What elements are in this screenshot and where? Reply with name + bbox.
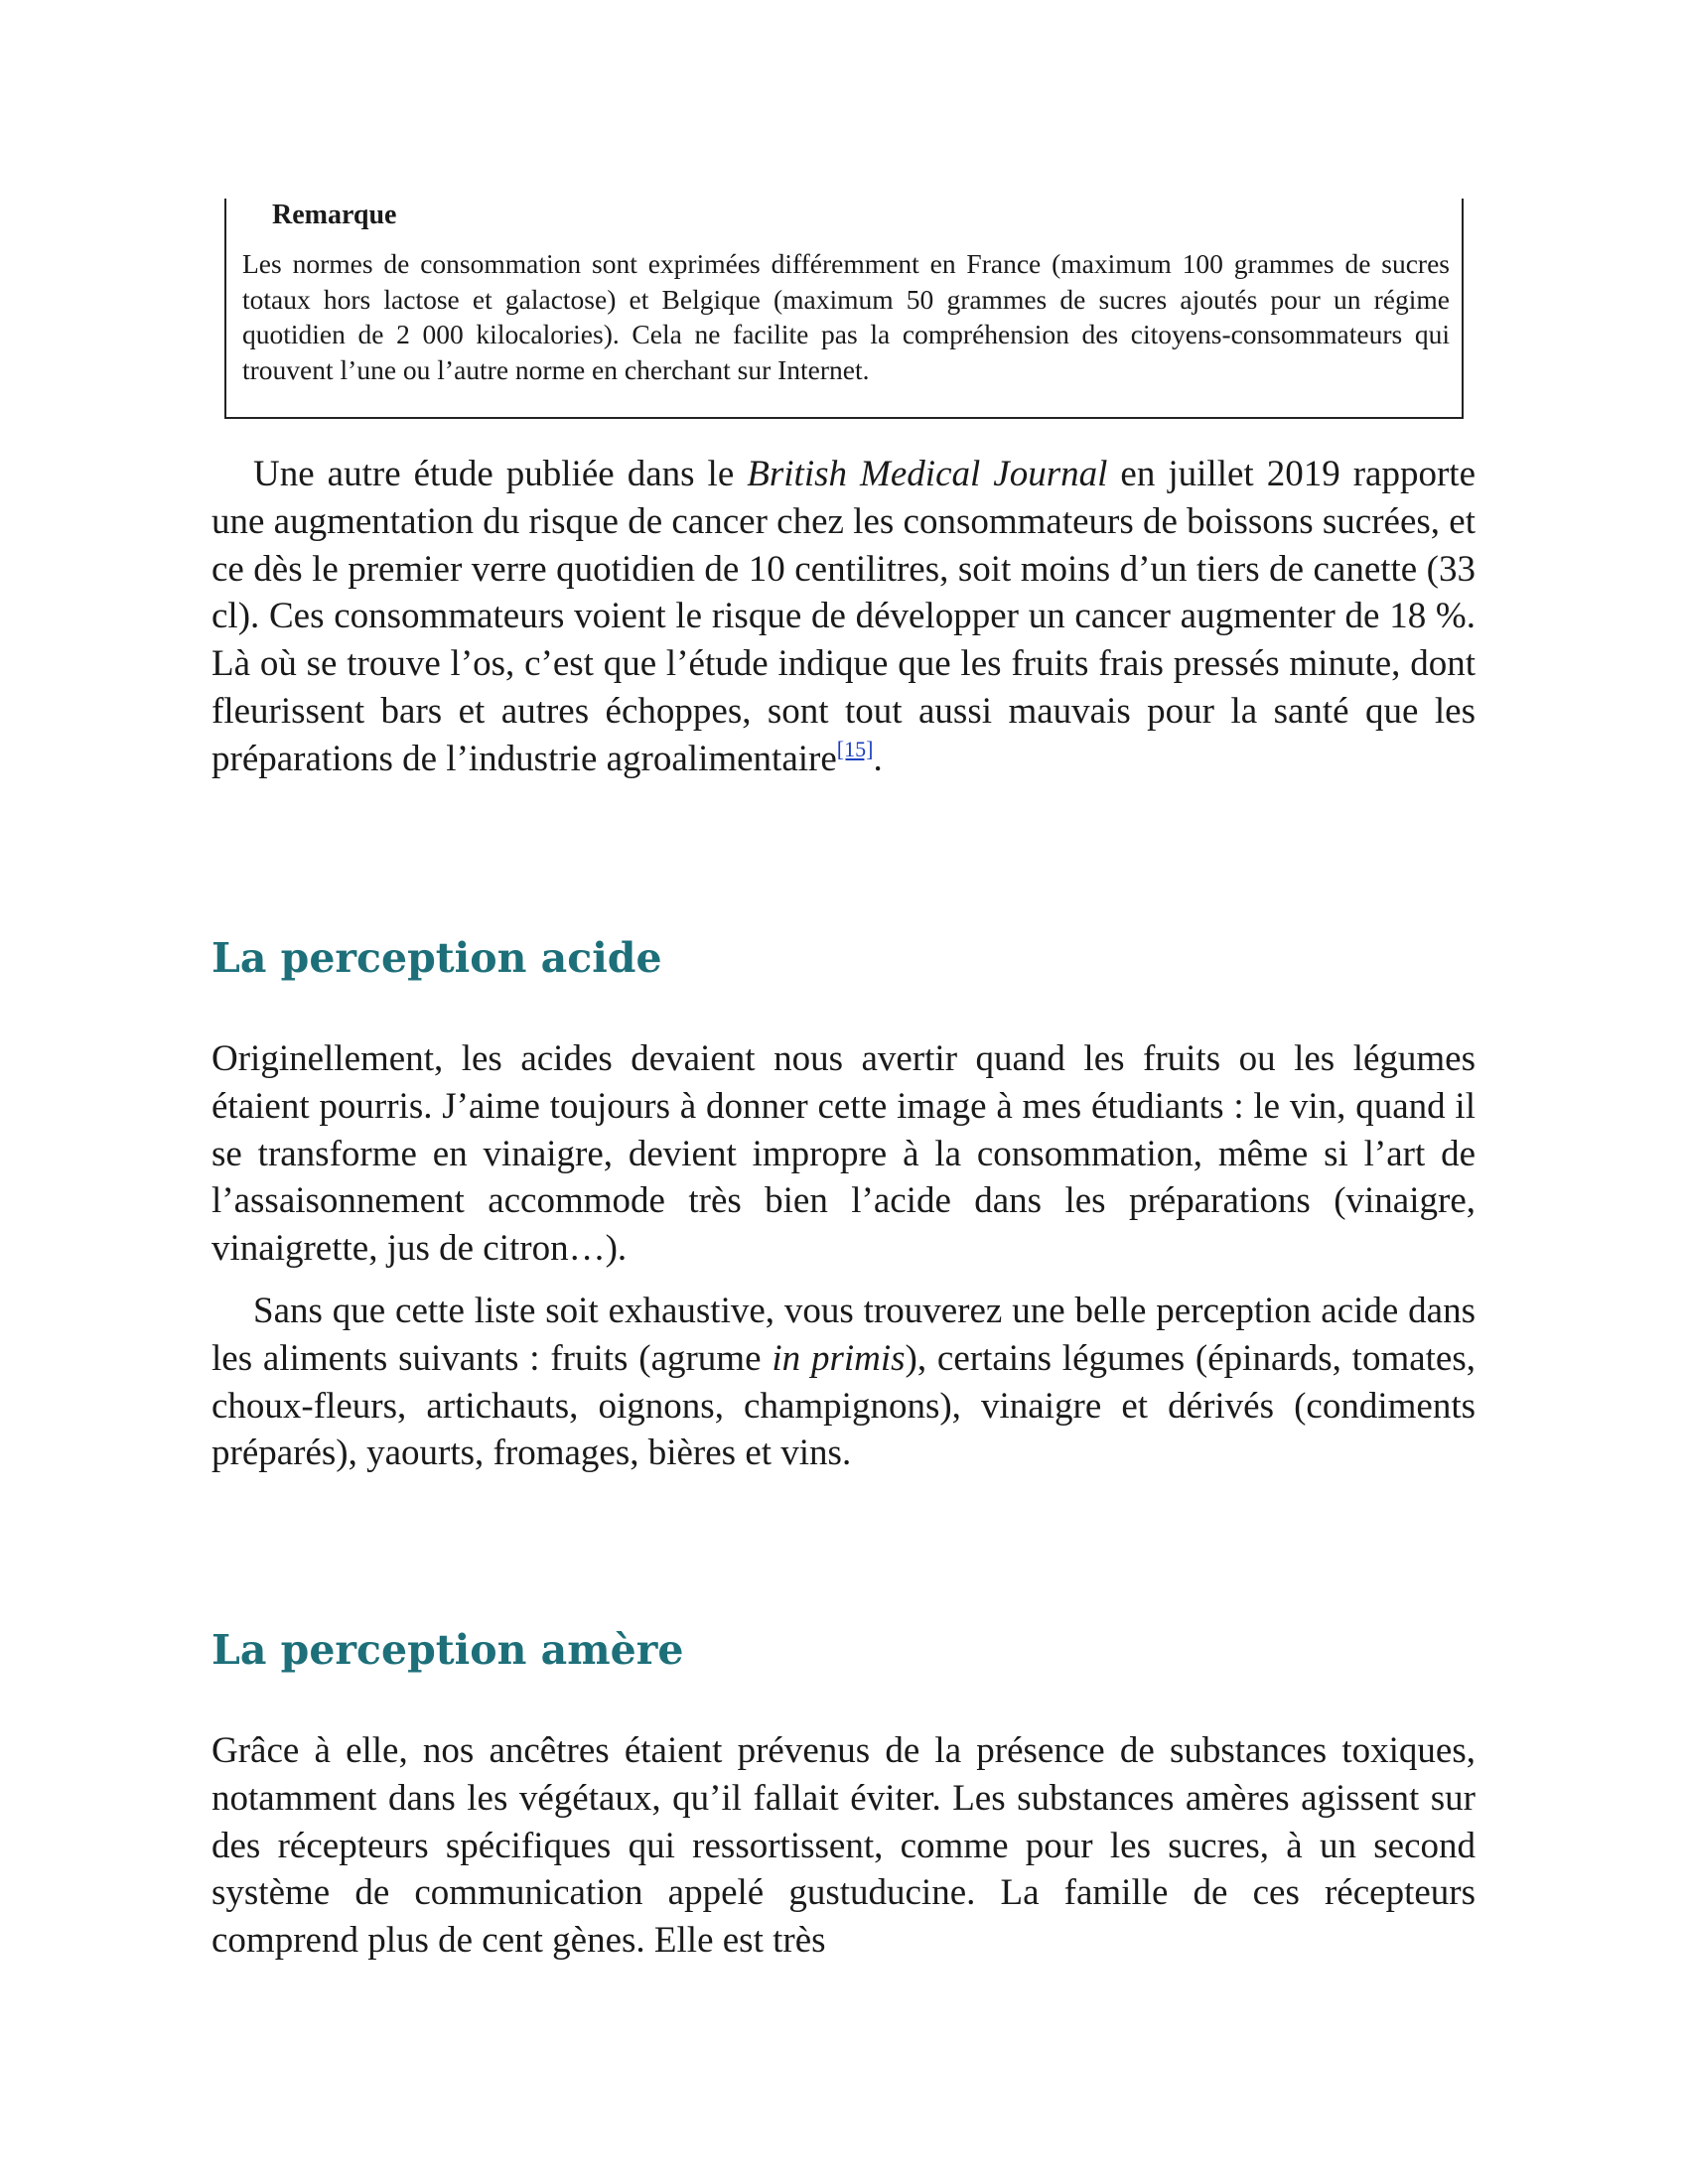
latin-phrase: in primis bbox=[772, 1337, 906, 1379]
section-heading-acide: La perception acide bbox=[211, 934, 662, 982]
remark-title: Remarque bbox=[272, 200, 397, 230]
section-heading-amere: La perception amère bbox=[211, 1626, 684, 1674]
body-paragraph-amere-intro: Grâce à elle, nos ancêtres étaient prévenus de la présence de substances toxiques, notamment dans les végétaux, qu’il fallait éviter. Les substances amères agissent sur des récepteurs spécifiques qui ressortissent, comme pour les sucres, à un second système de communication appelé gustuducine. La famille de ces récepteurs comprend plus de cent gènes. Elle est très bbox=[211, 1730, 1476, 1962]
remark-box bbox=[224, 199, 1464, 419]
paragraph-text: en juillet 2019 rapporte une augmentation du risque de cancer chez les consommateurs de boissons sucrées, et ce dès le premier verre quotidien de 10 centilitres, soit moins d’un tiers de canette (33 cl). Ces consommateurs voient le risque de développer un cancer augmenter de 18 %. Là où se trouve l’os, c’est que l’étude indique que les fruits frais pressés minute, dont fleurissent bars et autres échoppes, sont tout aussi mauvais pour la santé que les préparations de l’industrie agroalimentaire bbox=[211, 454, 1476, 779]
body-paragraph-acide-intro: Originellement, les acides devaient nous avertir quand les fruits ou les légumes étaient pourris. J’aime toujours à donner cette image à mes étudiants : le vin, quand il se transforme en vinaigre, devient impropre à la consommation, même si l’art de l’assaisonnement accommode très bien l’acide dans les préparations (vinaigre, vinaigrette, jus de citron…). bbox=[211, 1038, 1476, 1270]
body-paragraph-acide-list bbox=[211, 1288, 1476, 1477]
paragraph-end: . bbox=[873, 738, 883, 779]
body-paragraph-bmj-study bbox=[211, 451, 1476, 783]
paragraph-text: Sans que cette liste soit exhaustive, vous trouverez une belle perception acide dans les aliments suivants : fruits (agrume bbox=[211, 1291, 1476, 1379]
paragraph-text: Une autre étude publiée dans le bbox=[253, 454, 748, 494]
remark-text: Les normes de consommation sont exprimées différemment en France (maximum 100 grammes de sucres totaux hors lactose et galactose) et Belgique (maximum 50 grammes de sucres ajoutés pour un régime quotidien de 2 000 kilocalories). Cela ne facilite pas la compréhension des citoyens-consommateurs qui trouvent l’une ou l’autre norme en cherchant sur Internet. bbox=[242, 248, 1450, 385]
footnote-link-15[interactable]: [15] bbox=[836, 736, 874, 761]
paragraph-text: ), certains légumes (épinards, tomates, choux-fleurs, artichauts, oignons, champignons), vinaigre et dérivés (condiments préparés), yaourts, fromages, bières et vins. bbox=[211, 1337, 1476, 1474]
journal-title: British Medical Journal bbox=[747, 454, 1108, 494]
